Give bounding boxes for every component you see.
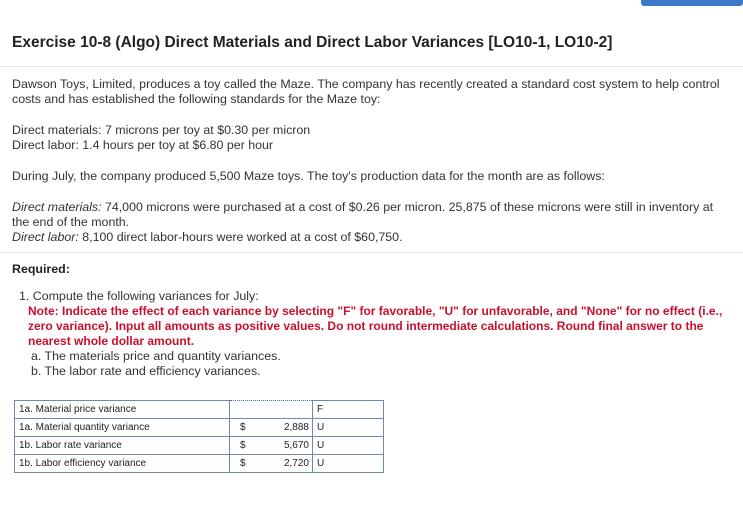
- effect-select[interactable]: U: [313, 437, 384, 455]
- sub-question-b: b. The labor rate and efficiency variances.: [31, 364, 261, 378]
- question-1: 1. Compute the following variances for July:: [19, 289, 259, 303]
- row-label: 1a. Material quantity variance: [15, 419, 230, 437]
- amount-input[interactable]: [230, 437, 313, 455]
- direct-labor-data: [12, 230, 734, 245]
- direct-materials-text: 74,000 microns were purchased at a cost of $0.26 per micron. 25,875 of these microns were still in inventory at: [101, 200, 714, 214]
- amount-value: 2,720: [283, 458, 309, 469]
- note-line-2: zero variance). Input all amounts as positive values. Do not round intermediate calculations. Round final answer to the: [28, 319, 704, 333]
- row-label: 1b. Labor efficiency variance: [15, 455, 230, 473]
- instruction-note: [28, 304, 738, 349]
- note-line-3: nearest whole dollar amount.: [28, 334, 195, 348]
- intro-line-1: Dawson Toys, Limited, produces a toy called the Maze. The company has recently created a standard cost system to help control: [12, 77, 720, 91]
- intro-line-2: costs and has established the following standards for the Maze toy:: [12, 92, 381, 106]
- title-divider: [0, 66, 743, 67]
- table-row: [15, 419, 384, 437]
- section-divider: [0, 252, 743, 253]
- direct-materials-label: Direct materials:: [12, 200, 102, 214]
- standard-materials: Direct materials: 7 microns per toy at $0.30 per micron: [12, 123, 311, 137]
- row-label: 1b. Labor rate variance: [15, 437, 230, 455]
- direct-labor-text: 8,100 direct labor-hours were worked at a cost of $60,750.: [78, 230, 403, 244]
- effect-select[interactable]: F: [313, 401, 384, 419]
- amount-value: 5,670: [283, 440, 309, 451]
- effect-select[interactable]: U: [313, 455, 384, 473]
- dollar-sign: $: [240, 422, 246, 433]
- amount-input[interactable]: [230, 401, 313, 419]
- amount-value: 2,888: [283, 422, 309, 433]
- dollar-sign: $: [240, 458, 246, 469]
- note-line-1: Note: Indicate the effect of each variance by selecting "F" for favorable, "U" for unfavorable, and "None" for no effect (i.e.,: [28, 304, 723, 318]
- row-label: 1a. Material price variance: [15, 401, 230, 419]
- direct-materials-data-cont: the end of the month.: [12, 215, 130, 229]
- table-row: [15, 437, 384, 455]
- variance-answer-table: [14, 400, 384, 473]
- standard-labor: Direct labor: 1.4 hours per toy at $6.80 per hour: [12, 138, 274, 152]
- dollar-sign: $: [240, 440, 246, 451]
- table-row: [15, 455, 384, 473]
- page-title: Exercise 10-8 (Algo) Direct Materials and Direct Labor Variances [LO10-1, LO10-2]: [12, 34, 613, 51]
- required-heading: Required:: [12, 262, 70, 276]
- direct-labor-label: Direct labor:: [12, 230, 79, 244]
- top-action-button[interactable]: [641, 0, 743, 6]
- direct-materials-data: [12, 200, 734, 215]
- amount-input[interactable]: [230, 419, 313, 437]
- effect-select[interactable]: U: [313, 419, 384, 437]
- production-statement: During July, the company produced 5,500 Maze toys. The toy's production data for the month are as follows:: [12, 169, 605, 183]
- table-row: [15, 401, 384, 419]
- amount-input[interactable]: [230, 455, 313, 473]
- sub-question-a: a. The materials price and quantity variances.: [31, 349, 281, 363]
